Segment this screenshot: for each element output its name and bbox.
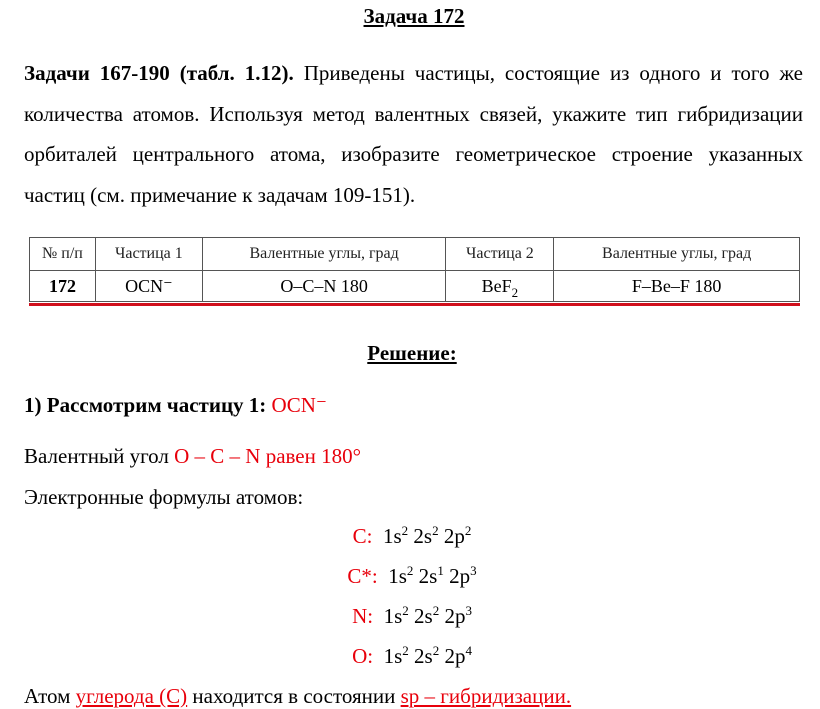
orbital-term: $2p^3$ <box>444 603 472 628</box>
particles-table <box>29 237 800 302</box>
orbital-electron-count: 2 <box>432 523 439 538</box>
hyb-mid: находится в состоянии <box>187 684 401 708</box>
step1-label: 1) Рассмотрим частицу 1: <box>24 393 272 417</box>
orbital-term: $2p^4$ <box>444 643 472 668</box>
particle2-base: BeF <box>481 275 512 296</box>
header-particle2: Частица 2 <box>446 238 554 271</box>
cell-angle1: O–C–N 180 <box>202 271 446 302</box>
angle-line <box>24 444 361 469</box>
orbital-term: $2s^2$ <box>414 603 440 628</box>
cell-particle2 <box>446 271 554 302</box>
orbital-term: $1s^2$ <box>383 643 409 668</box>
orbital-electron-count: 2 <box>402 643 409 658</box>
orbital-electron-count: 3 <box>465 603 472 618</box>
orbital-electron-count: 4 <box>465 643 472 658</box>
solution-heading: Решение: <box>367 341 457 365</box>
hyb-atom: углерода (C) <box>75 684 188 708</box>
particle2-sub: 2 <box>511 284 519 300</box>
orbital-electron-count: 1 <box>437 563 444 578</box>
orbital-term: $2s^1$ <box>418 563 444 588</box>
task-body: Приведены частицы, состоящие из одного и того же количества атомов. Используя метод валентных связей, укажите тип гибридизации орбиталей центрального атома, изобразите геометрическое строение указанных частиц (см. примечание к задачам 109-151). <box>24 61 803 207</box>
task-lead: Задачи 167-190 (табл. 1.12). <box>24 61 294 85</box>
orbital-electron-count: 2 <box>402 603 409 618</box>
orbital-term: $2p^2$ <box>443 523 472 548</box>
orbital-term: $2p^3$ <box>449 563 477 588</box>
orbital-electron-count: 2 <box>432 603 440 618</box>
header-num: № п/п <box>30 238 96 271</box>
cell-angle2: F–Be–F 180 <box>554 271 800 302</box>
orbital-electron-count: 2 <box>464 523 472 538</box>
hyb-type: sp – гибридизации. <box>400 684 572 708</box>
orbital-term: $1s^2$ <box>382 523 409 548</box>
formula-atom-label: O: <box>352 644 374 668</box>
step1-heading <box>24 393 327 418</box>
orbital-term: $2s^2$ <box>413 523 439 548</box>
orbital-term: $1s^2$ <box>383 603 409 628</box>
cell-particle1: OCN⁻ <box>95 271 202 302</box>
formula-line <box>0 604 820 629</box>
formula-atom-label: N: <box>352 604 374 628</box>
formula-line <box>0 524 820 549</box>
table-bottom-rule <box>29 303 800 306</box>
hyb-prefix: Атом <box>24 684 76 708</box>
header-angle2: Валентные углы, град <box>554 238 800 271</box>
angle-value: O – C – N равен 180° <box>174 444 362 468</box>
hybridization-line <box>24 684 571 709</box>
orbital-electron-count: 2 <box>432 643 440 658</box>
orbital-term: $1s^2$ <box>388 563 414 588</box>
header-angle1: Валентные углы, град <box>202 238 446 271</box>
angle-prefix: Валентный угол <box>24 444 175 468</box>
page-title: Задача 172 <box>363 4 465 28</box>
formula-atom-label: C: <box>352 524 373 548</box>
electron-formulas-title: Электронные формулы атомов: <box>24 485 304 509</box>
orbital-term: $2s^2$ <box>414 643 440 668</box>
orbital-electron-count: 2 <box>401 523 409 538</box>
orbital-electron-count: 2 <box>406 563 414 578</box>
task-statement <box>24 53 803 215</box>
cell-num: 172 <box>30 271 96 302</box>
step1-particle: OCN⁻ <box>271 393 327 417</box>
formula-atom-label: C*: <box>347 564 378 588</box>
table-row <box>30 271 800 302</box>
formula-line <box>0 564 820 589</box>
table-header-row <box>30 238 800 271</box>
header-particle1: Частица 1 <box>95 238 202 271</box>
formula-line <box>0 644 820 669</box>
orbital-electron-count: 3 <box>470 563 477 578</box>
